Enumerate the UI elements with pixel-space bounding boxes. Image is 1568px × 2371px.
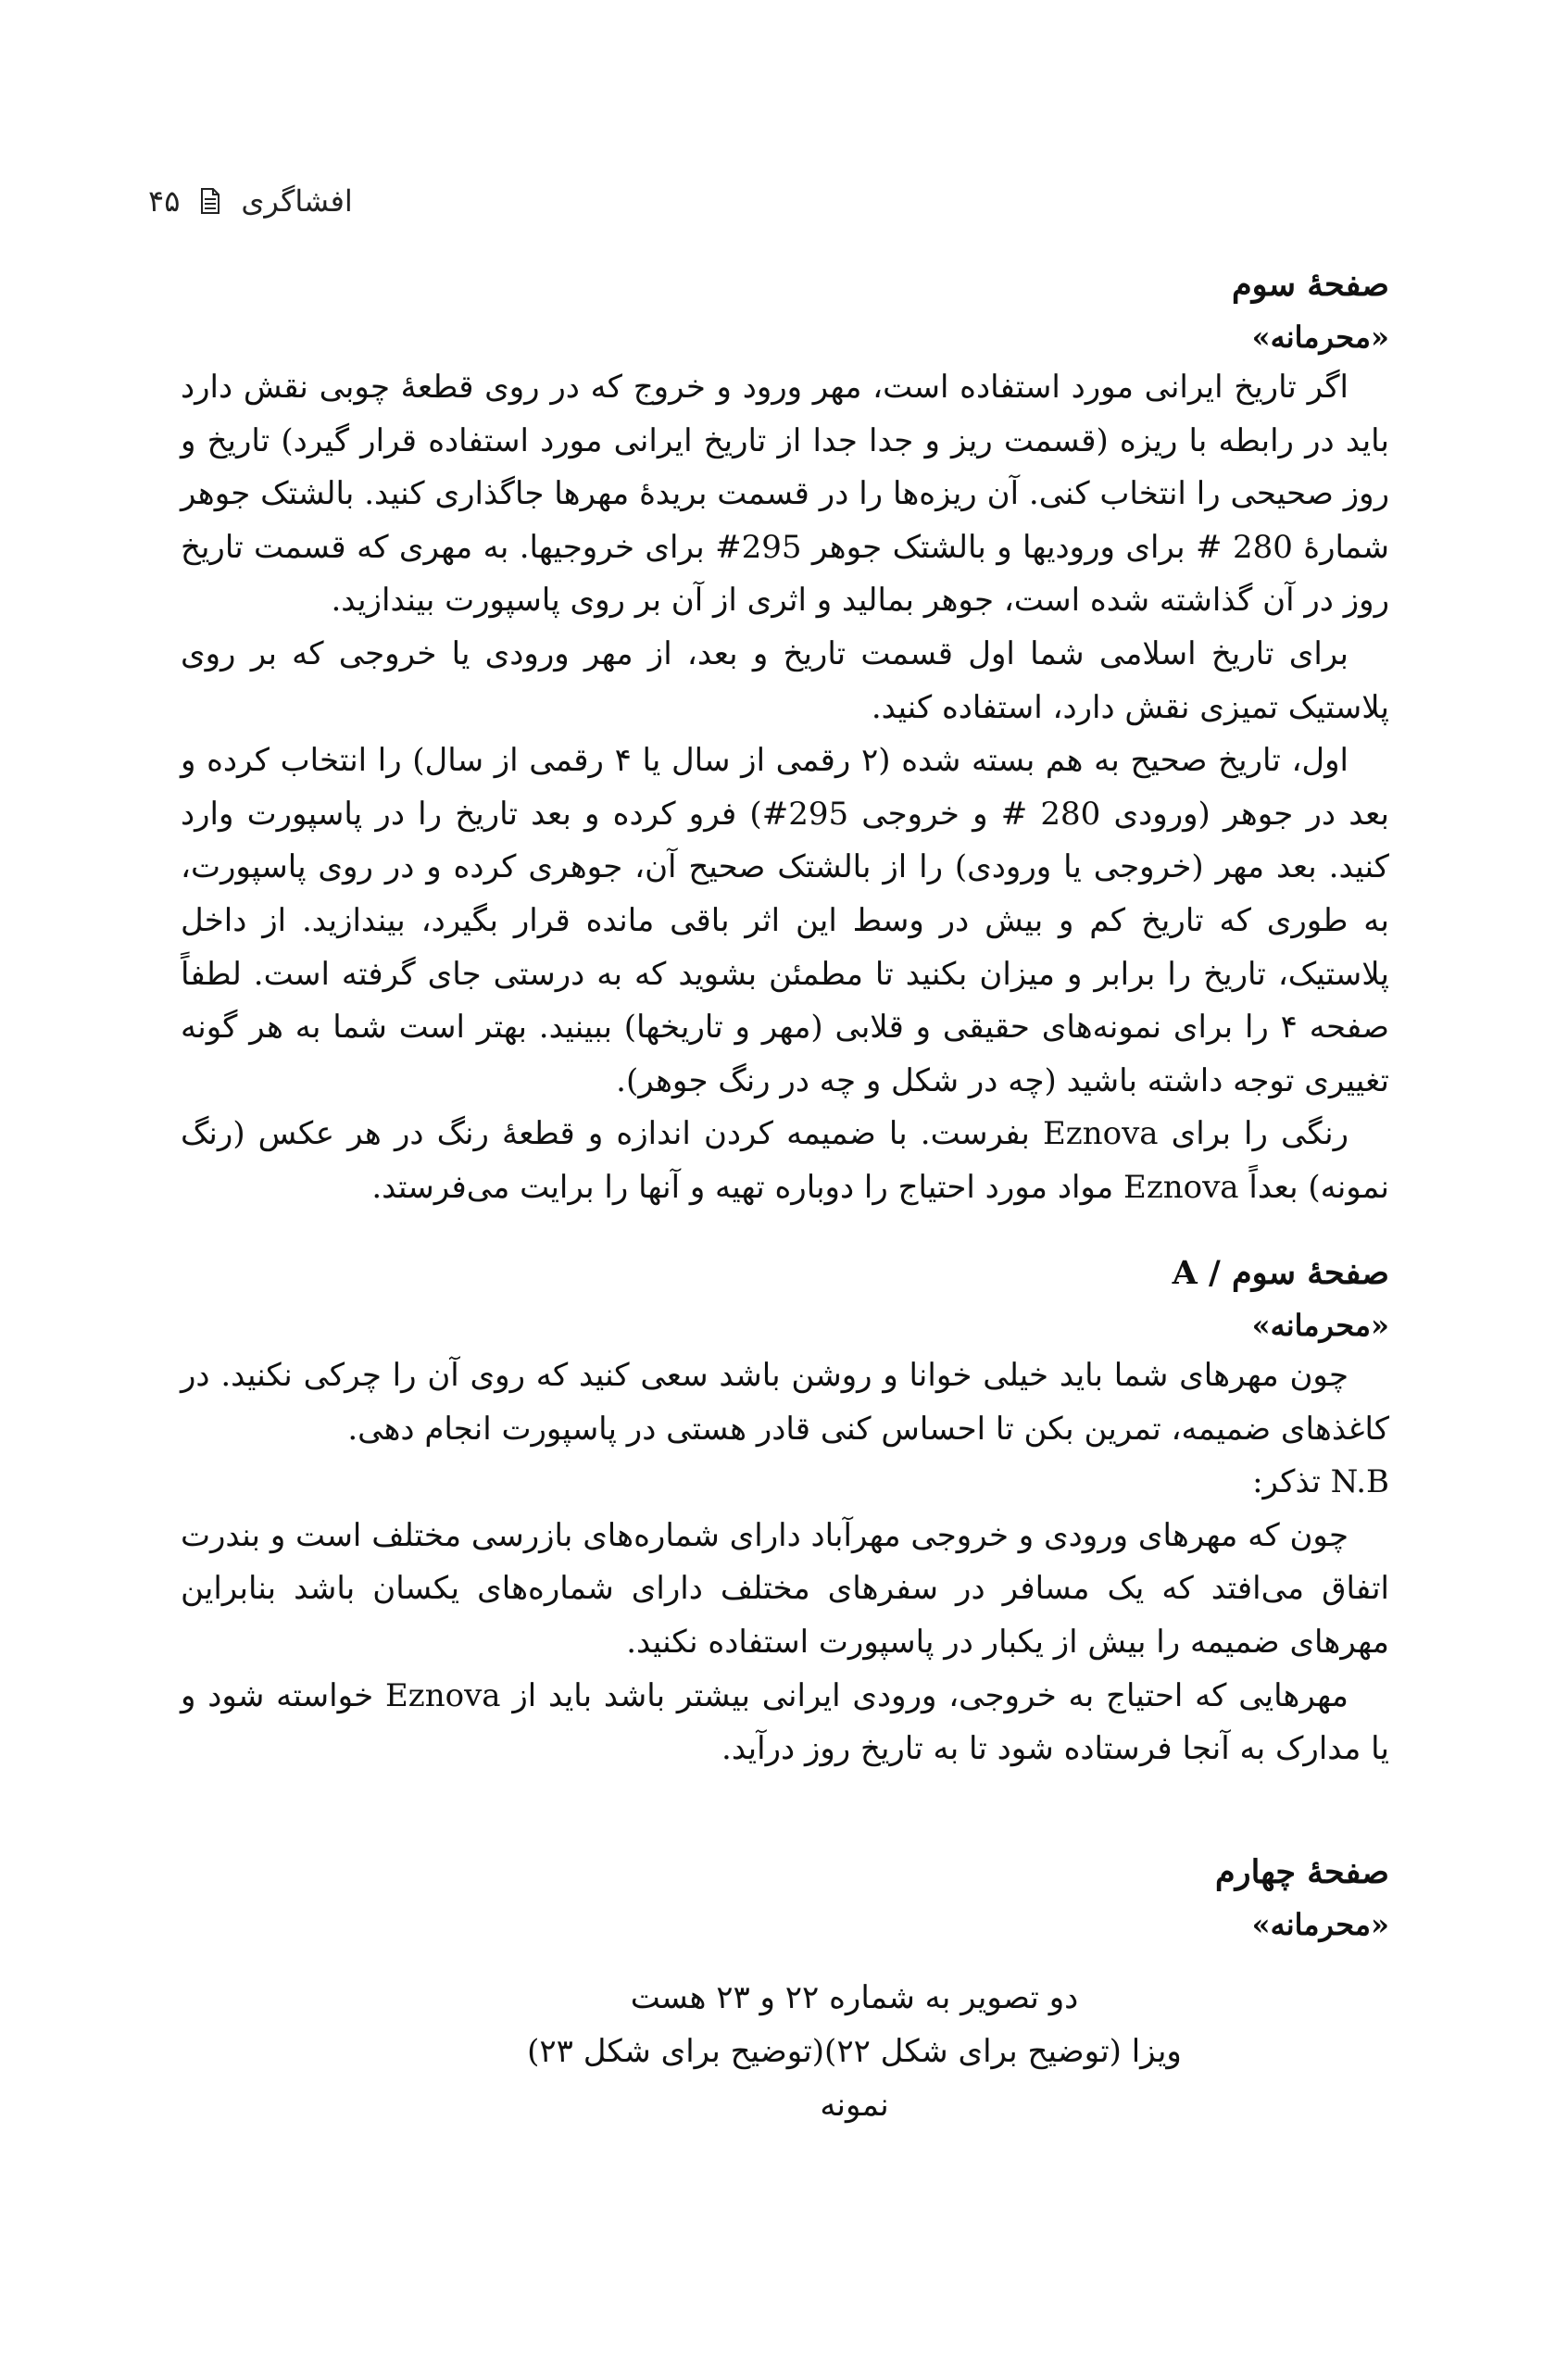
paragraph: اول، تاریخ صحیح به هم بسته شده (۲ رقمی از سال یا ۴ رقمی از سال) را انتخاب کرده و بعد در جوهر (ورودی 280 # و خروجی 295#) فرو کرده و بعد تاریخ را در پاسپورت وارد کنید. بعد مهر (خروجی یا ورودی) را از بالشتک صحیح آن، جوهری کرده و در روی پاسپورت، به طوری که تاریخ کم و بیش در وسط این اثر باقی مانده قرار بگیرد، بیندازید. از داخل پلاستیک، تاریخ را برابر و میزان بکنید تا مطمئن بشوید که به درستی جای گرفته است. لطفاً صفحه ۴ را برای نمونه‌های حقیقی و قلابی (مهر و تاریخها) ببینید. بهتر است شما به هر گونه تغییری توجه داشته باشید (چه در شکل و چه در رنگ جوهر). <box>181 742 1389 1099</box>
document-icon <box>200 188 220 214</box>
figure-caption-block <box>181 1971 1389 2132</box>
running-title: افشاگری <box>241 183 353 219</box>
paragraph: چون که مهرهای ورودی و خروجی مهرآباد دارای شماره‌های بازرسی مختلف است و بندرت اتفاق می‌افتد که یک مسافر در سفرهای مختلف دارای شماره‌های یکسان باشد بنابراین مهرهای ضمیمه را بیش از یکبار در پاسپورت استفاده نکنید. <box>181 1516 1389 1661</box>
note-label: N.B تذکر: <box>1252 1463 1389 1501</box>
page-number: ۴۵ <box>148 183 181 219</box>
paragraph: اگر تاریخ ایرانی مورد استفاده است، مهر ورود و خروج که در روی قطعهٔ چوبی نقش دارد باید در رابطه با ریزه (قسمت ریز و جدا جدا از تاریخ ایرانی مورد استفاده قرار گیرد) تاریخ و روز صحیحی را انتخاب کنی. آن ریزه‌ها را در قسمت بریدهٔ مهرها جاگذاری کنید. بالشتک جوهر شمارهٔ 280 # برای ورودیها و بالشتک جوهر 295# برای خروجیها. به مهری که قسمت تاریخ روز در آن گذاشته شده است، جوهر بمالید و اثری از آن بر روی پاسپورت بیندازید. <box>181 369 1390 620</box>
paragraph: چون مهرهای شما باید خیلی خوانا و روشن باشد سعی کنید که روی آن را چرکی نکنید. در کاغذهای ضمیمه، تمرین بکن تا احساس کنی قادر هستی در پاسپورت انجام دهی. <box>181 1357 1389 1448</box>
section-third-page-a <box>181 1246 1389 1776</box>
caption-line: نمونه <box>820 2087 889 2124</box>
paragraph: رنگی را برای Eznova بفرست. با ضمیمه کردن اندازه و قطعهٔ رنگ در هر عکس (رنگ نمونه) بعداً Eznova مواد مورد احتیاج را دوباره تهیه و آنها را برایت می‌فرستد. <box>181 1115 1389 1206</box>
caption-line: ویزا (توضیح برای شکل ۲۲)(توضیح برای شکل ۲۳) <box>527 2033 1182 2070</box>
section-title: صفحهٔ سوم <box>1231 266 1389 304</box>
confidential-label: «محرمانه» <box>1251 1308 1389 1343</box>
running-header <box>148 183 353 219</box>
caption-line: دو تصویر به شماره ۲۲ و ۲۳ هست <box>630 1979 1079 2016</box>
paragraph: برای تاریخ اسلامی شما اول قسمت تاریخ و بعد، از مهر ورودی یا خروجی که بر روی پلاستیک تمیزی نقش دارد، استفاده کنید. <box>181 634 1389 726</box>
section-title: صفحهٔ چهارم <box>1215 1853 1389 1891</box>
paragraph: مهرهایی که احتیاج به خروجی، ورودی ایرانی بیشتر باشد باید از Eznova خواسته شود و یا مدارک به آنجا فرستاده شود تا به تاریخ روز درآید. <box>181 1676 1389 1768</box>
confidential-label: «محرمانه» <box>1251 1907 1389 1942</box>
section-third-page <box>181 257 1389 1215</box>
section-fourth-page <box>181 1845 1389 1949</box>
confidential-label: «محرمانه» <box>1251 320 1389 355</box>
section-title: صفحهٔ سوم / A <box>1172 1254 1389 1292</box>
